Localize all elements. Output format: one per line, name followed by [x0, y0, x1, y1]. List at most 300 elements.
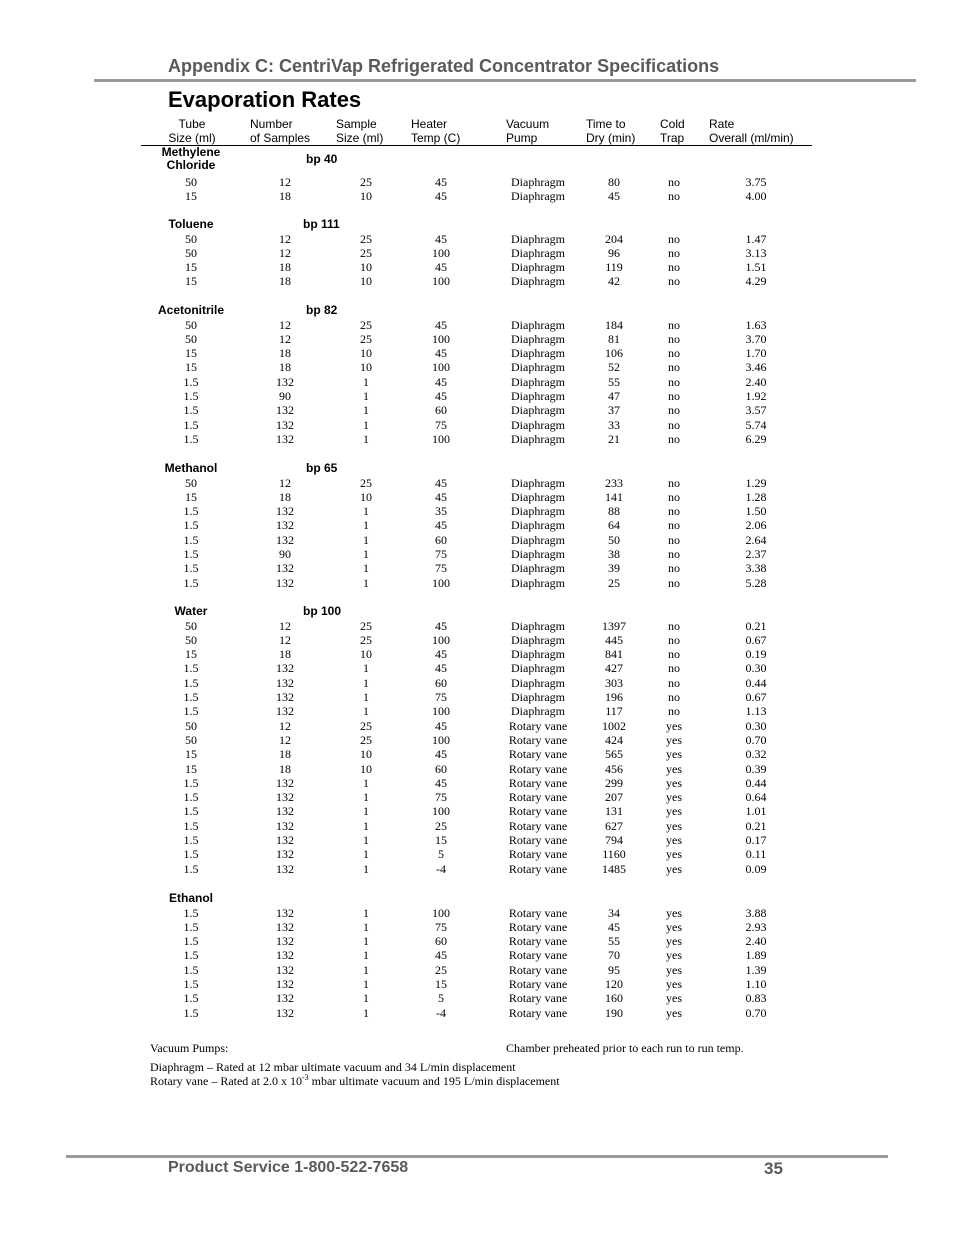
cell-cold-trap: yes	[666, 747, 682, 762]
cell-rate-overall: 6.29	[745, 431, 767, 446]
cell-sample-size: 1	[363, 532, 369, 547]
cell-tube-size: 1.5	[183, 833, 199, 847]
chapter-title: Appendix C: CentriVap Refrigerated Concentrator Specifications	[168, 56, 720, 76]
table-row	[0, 375, 954, 389]
cell-time-to-dry: 33	[608, 417, 620, 432]
cell-heater-temp: 75	[435, 919, 447, 934]
cell-tube-size: 1.5	[183, 661, 199, 676]
cell-rate-overall: 1.89	[745, 948, 767, 963]
cell-number-of-samples: 132	[276, 948, 294, 963]
cell-cold-trap: no	[668, 704, 680, 719]
cell-cold-trap: yes	[666, 818, 682, 833]
table-row	[0, 633, 954, 647]
cell-rate-overall: 1.39	[745, 962, 767, 977]
preheat-note: Chamber preheated prior to each run to run temp.	[506, 1041, 744, 1055]
cell-tube-size: 15	[185, 260, 197, 275]
cell-time-to-dry: 45	[608, 919, 620, 934]
cell-time-to-dry: 445	[605, 632, 623, 647]
cell-sample-size: 1	[363, 775, 369, 790]
cell-tube-size: 1.5	[183, 504, 199, 519]
cell-number-of-samples: 132	[276, 690, 294, 704]
cell-sample-size: 1	[363, 431, 369, 446]
cell-tube-size: 1.5	[183, 704, 199, 719]
cell-sample-size: 1	[363, 790, 369, 805]
cell-rate-overall: 0.30	[745, 718, 767, 733]
cell-vacuum-pump: Diaphragm	[511, 403, 565, 418]
cell-vacuum-pump: Rotary vane	[508, 948, 568, 963]
col-header-sample-size: Sample Size (ml)	[336, 117, 384, 145]
cell-sample-size: 25	[360, 231, 372, 246]
cell-cold-trap: no	[668, 618, 680, 633]
cell-rate-overall: 0.21	[745, 618, 767, 633]
cell-rate-overall: 2.40	[745, 934, 767, 949]
table-row	[0, 476, 954, 490]
cell-number-of-samples: 132	[276, 818, 294, 833]
cell-number-of-samples: 18	[279, 647, 291, 662]
cell-rate-overall: 3.13	[745, 245, 767, 260]
cell-cold-trap: yes	[666, 790, 682, 805]
cell-tube-size: 50	[185, 175, 197, 189]
cell-vacuum-pump: Diaphragm	[511, 647, 565, 662]
cell-sample-size: 25	[360, 618, 372, 633]
table-row	[0, 906, 954, 920]
cell-vacuum-pump: Diaphragm	[511, 675, 565, 690]
cell-sample-size: 25	[360, 317, 372, 332]
cell-cold-trap: no	[668, 360, 680, 375]
cell-number-of-samples: 18	[279, 761, 291, 776]
cell-vacuum-pump: Rotary vane	[508, 919, 568, 934]
cell-vacuum-pump: Diaphragm	[511, 431, 565, 446]
cell-heater-temp: 45	[435, 260, 447, 275]
table-row	[0, 403, 954, 417]
table-row	[0, 346, 954, 360]
cell-vacuum-pump: Rotary vane	[508, 718, 568, 733]
cell-heater-temp: 45	[435, 647, 447, 662]
table-row	[0, 991, 954, 1005]
cell-cold-trap: yes	[666, 847, 682, 862]
cell-number-of-samples: 132	[276, 661, 294, 676]
col-header-tube-size: Tube Size (ml)	[168, 117, 216, 145]
cell-time-to-dry: 160	[605, 991, 623, 1006]
cell-heater-temp: 75	[435, 790, 447, 805]
cell-tube-size: 1.5	[183, 431, 199, 446]
col-header-number-of-samples: Number of Samples	[250, 117, 311, 145]
cell-cold-trap: no	[668, 632, 680, 647]
cell-number-of-samples: 12	[279, 317, 291, 332]
table-row	[0, 819, 954, 833]
cell-time-to-dry: 456	[605, 761, 623, 776]
cell-vacuum-pump: Rotary vane	[508, 861, 568, 876]
cell-time-to-dry: 38	[608, 547, 620, 561]
cell-time-to-dry: 841	[605, 647, 623, 662]
solvent-name: Toluene	[168, 217, 214, 231]
cell-rate-overall: 3.57	[745, 403, 767, 418]
cell-time-to-dry: 303	[605, 675, 623, 690]
rotary-vane-note: Rotary vane – Rated at 2.0 x $10^{-3}$ mbar ultimate vacuum and 195 L/min displacement	[150, 1073, 560, 1088]
cell-heater-temp: 100	[432, 632, 450, 647]
cell-time-to-dry: 21	[608, 431, 620, 446]
table-row	[0, 332, 954, 346]
cell-number-of-samples: 132	[276, 1005, 294, 1020]
boiling-point: bp 82	[306, 303, 338, 317]
cell-vacuum-pump: Diaphragm	[511, 417, 565, 432]
table-row	[0, 733, 954, 747]
cell-number-of-samples: 12	[279, 231, 291, 246]
cell-heater-temp: 45	[435, 661, 447, 676]
cell-cold-trap: yes	[666, 1005, 682, 1020]
cell-sample-size: 10	[360, 647, 372, 662]
cell-rate-overall: 0.32	[745, 747, 767, 762]
cell-rate-overall: 1.01	[745, 804, 767, 819]
cell-cold-trap: no	[668, 231, 680, 246]
cell-time-to-dry: 50	[608, 532, 620, 547]
cell-cold-trap: yes	[666, 919, 682, 934]
cell-vacuum-pump: Diaphragm	[511, 260, 565, 275]
cell-sample-size: 10	[360, 489, 372, 504]
cell-time-to-dry: 42	[608, 274, 620, 289]
cell-tube-size: 1.5	[183, 991, 199, 1006]
cell-sample-size: 1	[363, 403, 369, 418]
cell-vacuum-pump: Diaphragm	[511, 561, 565, 576]
cell-heater-temp: 75	[435, 547, 447, 561]
cell-number-of-samples: 12	[279, 632, 291, 647]
cell-heater-temp: 45	[435, 718, 447, 733]
cell-sample-size: 1	[363, 833, 369, 847]
cell-rate-overall: 0.11	[745, 847, 767, 862]
cell-sample-size: 1	[363, 704, 369, 719]
cell-sample-size: 10	[360, 260, 372, 275]
cell-tube-size: 1.5	[183, 1005, 199, 1020]
cell-heater-temp: 45	[435, 231, 447, 246]
cell-tube-size: 1.5	[183, 905, 199, 920]
cell-rate-overall: 2.37	[745, 547, 767, 561]
cell-tube-size: 50	[185, 245, 197, 260]
cell-rate-overall: 2.40	[745, 374, 767, 389]
cell-sample-size: 10	[360, 761, 372, 776]
cell-tube-size: 15	[185, 189, 197, 204]
cell-heater-temp: 15	[435, 833, 447, 847]
table-row	[0, 920, 954, 934]
cell-number-of-samples: 12	[279, 475, 291, 490]
cell-time-to-dry: 184	[605, 317, 623, 332]
cell-rate-overall: 0.17	[745, 833, 767, 847]
boiling-point: bp 65	[306, 461, 338, 475]
cell-cold-trap: yes	[666, 732, 682, 747]
cell-rate-overall: 4.29	[745, 274, 767, 289]
cell-rate-overall: 0.67	[745, 632, 767, 647]
cell-vacuum-pump: Diaphragm	[511, 245, 565, 260]
table-row	[0, 963, 954, 977]
cell-tube-size: 15	[185, 274, 197, 289]
cell-time-to-dry: 424	[605, 732, 623, 747]
cell-sample-size: 1	[363, 675, 369, 690]
table-row	[0, 833, 954, 847]
cell-number-of-samples: 132	[276, 504, 294, 519]
cell-time-to-dry: 141	[605, 489, 623, 504]
cell-sample-size: 25	[360, 475, 372, 490]
cell-heater-temp: 100	[432, 575, 450, 590]
cell-rate-overall: 5.74	[745, 417, 767, 432]
cell-cold-trap: yes	[666, 804, 682, 819]
cell-time-to-dry: 25	[608, 575, 620, 590]
cell-time-to-dry: 120	[605, 977, 623, 991]
cell-time-to-dry: 1160	[602, 847, 626, 862]
cell-heater-temp: 75	[435, 690, 447, 704]
cell-heater-temp: -4	[436, 861, 446, 876]
cell-sample-size: 25	[360, 245, 372, 260]
cell-rate-overall: 2.06	[745, 518, 767, 533]
cell-cold-trap: no	[668, 532, 680, 547]
cell-time-to-dry: 119	[605, 260, 623, 275]
cell-tube-size: 1.5	[183, 948, 199, 963]
diaphragm-note: Diaphragm – Rated at 12 mbar ultimate vacuum and 34 L/min displacement	[150, 1060, 516, 1074]
cell-time-to-dry: 627	[605, 818, 623, 833]
cell-number-of-samples: 12	[279, 245, 291, 260]
cell-rate-overall: 0.67	[745, 690, 767, 704]
cell-number-of-samples: 132	[276, 417, 294, 432]
cell-heater-temp: 100	[432, 274, 450, 289]
cell-tube-size: 1.5	[183, 818, 199, 833]
cell-time-to-dry: 88	[608, 504, 620, 519]
cell-heater-temp: 100	[432, 704, 450, 719]
cell-cold-trap: no	[668, 374, 680, 389]
cell-sample-size: 25	[360, 718, 372, 733]
cell-cold-trap: yes	[666, 991, 682, 1006]
cell-vacuum-pump: Diaphragm	[511, 518, 565, 533]
cell-heater-temp: 100	[432, 331, 450, 346]
cell-tube-size: 50	[185, 317, 197, 332]
table-row	[0, 619, 954, 633]
cell-cold-trap: yes	[666, 905, 682, 920]
cell-heater-temp: 5	[438, 991, 444, 1006]
col-header-cold-trap: Cold Trap	[660, 117, 685, 145]
table-row	[0, 547, 954, 561]
cell-number-of-samples: 132	[276, 934, 294, 949]
cell-number-of-samples: 18	[279, 747, 291, 762]
cell-sample-size: 25	[360, 632, 372, 647]
cell-number-of-samples: 132	[276, 575, 294, 590]
table-row	[0, 318, 954, 332]
cell-sample-size: 10	[360, 189, 372, 204]
cell-tube-size: 15	[185, 346, 197, 361]
cell-vacuum-pump: Diaphragm	[511, 475, 565, 490]
cell-vacuum-pump: Diaphragm	[511, 504, 565, 519]
table-row	[0, 1006, 954, 1020]
solvent-name: Ethanol	[169, 891, 213, 905]
cell-rate-overall: 1.47	[745, 231, 767, 246]
cell-vacuum-pump: Diaphragm	[511, 690, 565, 704]
cell-rate-overall: 2.64	[745, 532, 767, 547]
cell-sample-size: 10	[360, 274, 372, 289]
cell-sample-size: 1	[363, 818, 369, 833]
cell-sample-size: 1	[363, 934, 369, 949]
table-row	[0, 576, 954, 590]
cell-tube-size: 1.5	[183, 532, 199, 547]
cell-sample-size: 10	[360, 747, 372, 762]
cell-cold-trap: no	[668, 661, 680, 676]
cell-sample-size: 1	[363, 661, 369, 676]
footer-product-service: Product Service 1-800-522-7658	[168, 1159, 409, 1176]
boiling-point: bp 100	[303, 604, 342, 618]
cell-time-to-dry: 106	[605, 346, 623, 361]
cell-vacuum-pump: Diaphragm	[511, 489, 565, 504]
table-row	[0, 418, 954, 432]
cell-time-to-dry: 565	[605, 747, 623, 762]
cell-tube-size: 50	[185, 718, 197, 733]
cell-heater-temp: 100	[432, 804, 450, 819]
cell-vacuum-pump: Diaphragm	[511, 704, 565, 719]
cell-heater-temp: 100	[432, 732, 450, 747]
cell-tube-size: 1.5	[183, 962, 199, 977]
cell-sample-size: 1	[363, 374, 369, 389]
cell-cold-trap: no	[668, 489, 680, 504]
cell-number-of-samples: 132	[276, 403, 294, 418]
cell-heater-temp: 45	[435, 489, 447, 504]
cell-tube-size: 50	[185, 231, 197, 246]
cell-time-to-dry: 1002	[602, 718, 626, 733]
cell-tube-size: 1.5	[183, 775, 199, 790]
cell-tube-size: 50	[185, 331, 197, 346]
cell-rate-overall: 0.83	[745, 991, 767, 1006]
cell-vacuum-pump: Diaphragm	[511, 532, 565, 547]
table-row	[0, 862, 954, 876]
cell-cold-trap: yes	[666, 718, 682, 733]
table-row	[0, 790, 954, 804]
cell-vacuum-pump: Rotary vane	[508, 761, 568, 776]
cell-time-to-dry: 1397	[602, 618, 626, 633]
cell-number-of-samples: 132	[276, 804, 294, 819]
cell-vacuum-pump: Diaphragm	[511, 389, 565, 403]
cell-rate-overall: 0.70	[745, 1005, 767, 1020]
table-row	[0, 260, 954, 274]
cell-tube-size: 50	[185, 475, 197, 490]
cell-heater-temp: 60	[435, 761, 447, 776]
table-row	[0, 804, 954, 818]
cell-tube-size: 15	[185, 489, 197, 504]
cell-heater-temp: 25	[435, 818, 447, 833]
cell-tube-size: 1.5	[183, 374, 199, 389]
cell-cold-trap: yes	[666, 761, 682, 776]
cell-vacuum-pump: Diaphragm	[511, 360, 565, 375]
cell-vacuum-pump: Rotary vane	[508, 790, 568, 805]
table-row	[0, 719, 954, 733]
cell-time-to-dry: 427	[605, 661, 623, 676]
cell-number-of-samples: 132	[276, 790, 294, 805]
cell-sample-size: 1	[363, 861, 369, 876]
cell-vacuum-pump: Diaphragm	[511, 632, 565, 647]
cell-number-of-samples: 18	[279, 274, 291, 289]
cell-sample-size: 1	[363, 690, 369, 704]
cell-sample-size: 1	[363, 547, 369, 561]
cell-time-to-dry: 37	[608, 403, 620, 418]
cell-sample-size: 1	[363, 948, 369, 963]
table-row	[0, 977, 954, 991]
cell-time-to-dry: 55	[608, 934, 620, 949]
cell-cold-trap: no	[668, 346, 680, 361]
cell-vacuum-pump: Rotary vane	[508, 847, 568, 862]
header-rule	[141, 145, 812, 146]
table-row	[0, 246, 954, 260]
cell-vacuum-pump: Rotary vane	[508, 934, 568, 949]
cell-vacuum-pump: Rotary vane	[508, 747, 568, 762]
solvent-name: Methylene Chloride	[161, 145, 221, 172]
cell-cold-trap: no	[668, 175, 680, 189]
cell-cold-trap: no	[668, 547, 680, 561]
cell-cold-trap: yes	[666, 775, 682, 790]
cell-time-to-dry: 96	[608, 245, 620, 260]
cell-tube-size: 15	[185, 761, 197, 776]
cell-rate-overall: 0.44	[745, 675, 767, 690]
cell-number-of-samples: 18	[279, 260, 291, 275]
cell-sample-size: 1	[363, 575, 369, 590]
cell-number-of-samples: 132	[276, 532, 294, 547]
cell-time-to-dry: 70	[608, 948, 620, 963]
cell-time-to-dry: 95	[608, 962, 620, 977]
cell-time-to-dry: 47	[608, 389, 620, 403]
cell-heater-temp: 15	[435, 977, 447, 991]
cell-rate-overall: 5.28	[745, 575, 767, 590]
cell-vacuum-pump: Rotary vane	[508, 775, 568, 790]
cell-cold-trap: no	[668, 389, 680, 403]
cell-time-to-dry: 45	[608, 189, 620, 204]
table-row	[0, 360, 954, 374]
cell-tube-size: 1.5	[183, 804, 199, 819]
cell-cold-trap: no	[668, 675, 680, 690]
cell-number-of-samples: 12	[279, 175, 291, 189]
cell-number-of-samples: 18	[279, 489, 291, 504]
cell-number-of-samples: 132	[276, 431, 294, 446]
cell-cold-trap: no	[668, 504, 680, 519]
cell-cold-trap: no	[668, 575, 680, 590]
table-row	[0, 533, 954, 547]
cell-sample-size: 1	[363, 847, 369, 862]
cell-sample-size: 25	[360, 331, 372, 346]
cell-vacuum-pump: Diaphragm	[511, 274, 565, 289]
cell-rate-overall: 3.75	[745, 175, 767, 189]
section-title: Evaporation Rates	[168, 87, 362, 112]
cell-cold-trap: yes	[666, 861, 682, 876]
cell-tube-size: 1.5	[183, 575, 199, 590]
cell-cold-trap: no	[668, 260, 680, 275]
table-row	[0, 704, 954, 718]
cell-sample-size: 1	[363, 991, 369, 1006]
cell-rate-overall: 0.19	[745, 647, 767, 662]
cell-heater-temp: 100	[432, 245, 450, 260]
cell-rate-overall: 1.51	[745, 260, 767, 275]
cell-vacuum-pump: Rotary vane	[508, 1005, 568, 1020]
cell-sample-size: 1	[363, 417, 369, 432]
table-row	[0, 274, 954, 288]
table-row	[0, 189, 954, 203]
top-rule	[94, 79, 916, 82]
cell-number-of-samples: 132	[276, 833, 294, 847]
cell-heater-temp: 60	[435, 675, 447, 690]
cell-cold-trap: no	[668, 274, 680, 289]
cell-heater-temp: 45	[435, 518, 447, 533]
cell-rate-overall: 1.63	[745, 317, 767, 332]
cell-vacuum-pump: Diaphragm	[511, 346, 565, 361]
cell-rate-overall: 0.30	[745, 661, 767, 676]
cell-number-of-samples: 18	[279, 360, 291, 375]
cell-sample-size: 1	[363, 804, 369, 819]
cell-rate-overall: 1.70	[745, 346, 767, 361]
table-row	[0, 847, 954, 861]
cell-tube-size: 1.5	[183, 561, 199, 576]
cell-rate-overall: 0.64	[745, 790, 767, 805]
cell-tube-size: 15	[185, 360, 197, 375]
cell-rate-overall: 3.70	[745, 331, 767, 346]
cell-sample-size: 1	[363, 1005, 369, 1020]
